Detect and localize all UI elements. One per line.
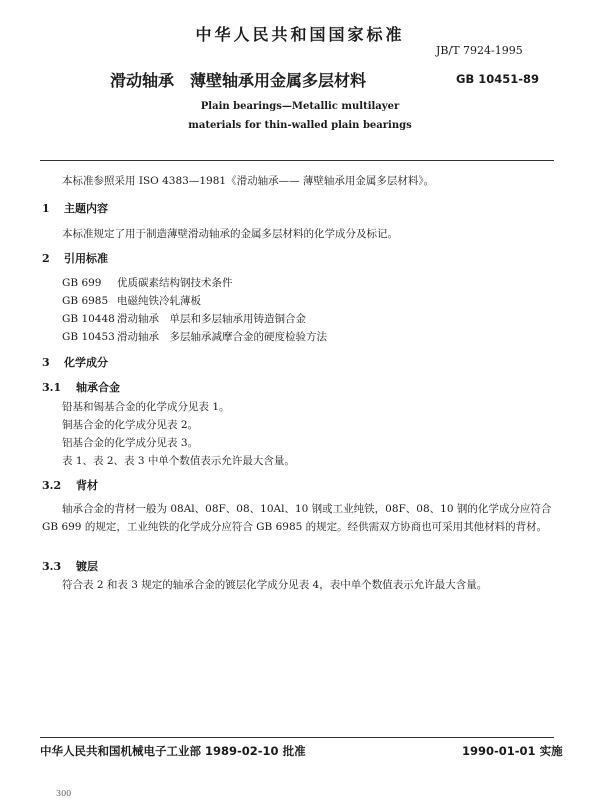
national-standard-title: 中华人民共和国国家标准 bbox=[195, 25, 405, 44]
implementation-date: 1990-01-01 实施 bbox=[462, 744, 563, 758]
section-3-2-number: 3.2 bbox=[42, 479, 62, 492]
reference-title: 优质碳素结构钢技术条件 bbox=[117, 277, 233, 289]
section-2-number: 2 bbox=[42, 252, 50, 265]
reference-item bbox=[62, 275, 233, 290]
section-3-title: 化学成分 bbox=[64, 356, 108, 369]
section-3-heading bbox=[42, 354, 108, 370]
reference-code: GB 10448 bbox=[62, 313, 115, 325]
header-divider bbox=[40, 160, 554, 161]
section-3-1-line: 铅基和锡基合金的化学成分见表 1。 bbox=[62, 401, 230, 413]
reference-title: 滑动轴承 多层轴承减摩合金的硬度检验方法 bbox=[117, 331, 327, 343]
reference-title: 电磁纯铁冷轧薄板 bbox=[117, 295, 201, 307]
section-3-1-title: 轴承合金 bbox=[76, 381, 120, 394]
section-3-1-line: 表 1、表 2、表 3 中单个数值表示允许最大含量。 bbox=[62, 455, 295, 467]
section-1-title: 主题内容 bbox=[64, 202, 108, 215]
gb-standard-code: GB 10451-89 bbox=[456, 72, 539, 86]
reference-item bbox=[62, 329, 327, 344]
section-3-3-number: 3.3 bbox=[42, 560, 62, 573]
footer-divider bbox=[40, 737, 554, 738]
section-3-number: 3 bbox=[42, 356, 50, 369]
reference-title: 滑动轴承 单层和多层轴承用铸造铜合金 bbox=[117, 313, 306, 325]
reference-code: GB 10453 bbox=[62, 331, 115, 343]
reference-code: GB 699 bbox=[62, 277, 102, 289]
section-3-1-line: 铜基合金的化学成分见表 2。 bbox=[62, 419, 199, 431]
section-3-3-heading bbox=[42, 558, 98, 574]
section-2-heading bbox=[42, 250, 108, 266]
intro-paragraph: 本标准参照采用 ISO 4383—1981《滑动轴承—— 薄壁轴承用金属多层材料》。 bbox=[62, 175, 435, 187]
document-title-en-line1: Plain bearings—Metallic multilayer bbox=[200, 101, 400, 112]
section-3-2-heading bbox=[42, 477, 98, 493]
section-2-title: 引用标准 bbox=[64, 252, 108, 265]
section-3-3-title: 镀层 bbox=[76, 560, 98, 573]
document-title-cn: 滑动轴承 薄壁轴承用金属多层材料 bbox=[110, 71, 367, 90]
approval-line: 中华人民共和国机械电子工业部 1989-02-10 批准 bbox=[40, 744, 306, 758]
section-3-1-number: 3.1 bbox=[42, 381, 62, 394]
reference-item bbox=[62, 293, 201, 308]
reference-item bbox=[62, 311, 306, 326]
section-1-text: 本标准规定了用于制造薄壁滑动轴承的金属多层材料的化学成分及标记。 bbox=[62, 228, 398, 240]
section-3-3-text: 符合表 2 和表 3 规定的轴承合金的镀层化学成分见表 4，表中单个数值表示允许最大含量。 bbox=[62, 579, 488, 591]
jb-standard-code: JB/T 7924-1995 bbox=[436, 44, 523, 57]
section-3-1-line: 铝基合金的化学成分见表 3。 bbox=[62, 437, 199, 449]
section-3-2-title: 背材 bbox=[76, 479, 98, 492]
section-3-1-heading bbox=[42, 379, 120, 395]
section-1-number: 1 bbox=[42, 202, 50, 215]
section-1-heading bbox=[42, 200, 108, 216]
document-title-en-line2: materials for thin-walled plain bearings bbox=[188, 120, 412, 131]
page-number: 300 bbox=[56, 789, 72, 798]
section-3-2-text: 轴承合金的背材一般为 08Al、08F、08、10Al、10 钢或工业纯铁，08F、08、10 钢的化学成分应符合 GB 699 的规定，工业纯铁的化学成分应符合 GB 6985 的规定。经供需双方协商也可采用其他材料的背材。 bbox=[42, 503, 552, 533]
reference-code: GB 6985 bbox=[62, 295, 109, 307]
